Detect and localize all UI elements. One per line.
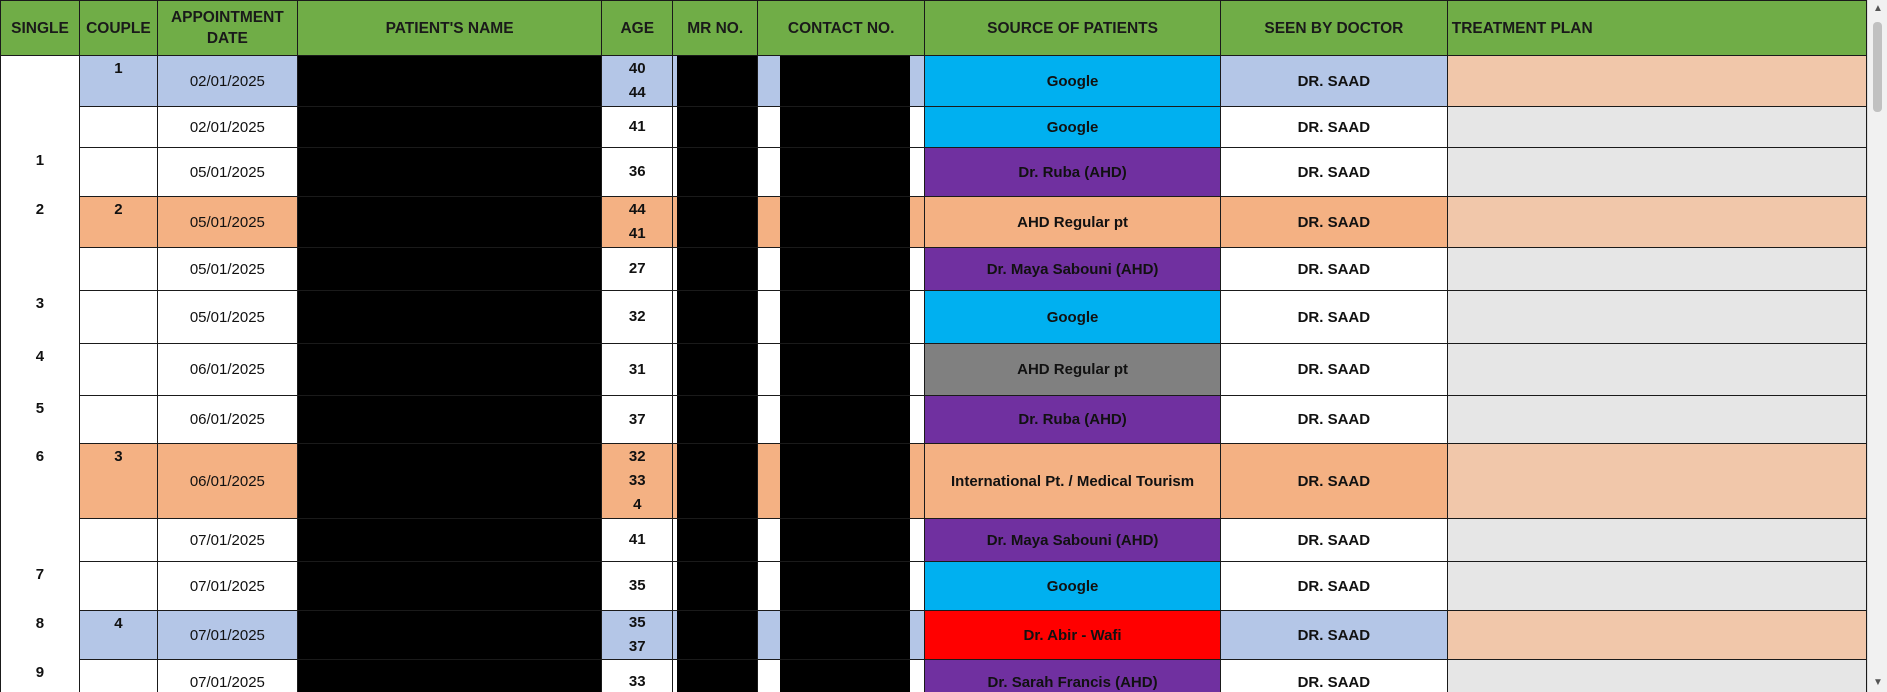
redaction-block [677, 611, 757, 659]
cell-single[interactable] [1, 56, 80, 107]
cell-source[interactable]: International Pt. / Medical Tourism [925, 444, 1221, 519]
cell-treatment-plan-blurred[interactable] [1447, 444, 1866, 519]
redaction-block [780, 148, 910, 196]
cell-patient-name-redacted[interactable] [297, 197, 601, 248]
redaction-block [677, 660, 757, 692]
redaction-block [677, 396, 757, 443]
cell-appointment-date[interactable]: 07/01/2025 [157, 611, 297, 660]
cell-seen-by-doctor[interactable]: DR. SAAD [1220, 148, 1447, 197]
age-value: 41 [628, 531, 646, 548]
header-age[interactable]: AGE [602, 1, 673, 56]
cell-patient-name-redacted[interactable] [297, 611, 601, 660]
cell-patient-name-redacted[interactable] [297, 56, 601, 107]
redaction-block [780, 562, 910, 610]
redaction-block [780, 56, 910, 106]
cell-appointment-date[interactable]: 02/01/2025 [157, 56, 297, 107]
cell-single[interactable]: 5 [1, 396, 80, 444]
scroll-up-icon[interactable]: ▲ [1873, 3, 1883, 14]
table-row [1, 291, 1867, 344]
redaction-block [677, 291, 757, 343]
cell-appointment-date[interactable]: 06/01/2025 [157, 396, 297, 444]
cell-mr-no-redacted[interactable] [673, 611, 758, 660]
cell-single[interactable] [1, 107, 80, 148]
cell-mr-no-redacted[interactable] [673, 291, 758, 344]
cell-mr-no-redacted[interactable] [673, 248, 758, 291]
cell-treatment-plan-blurred[interactable] [1447, 148, 1866, 197]
cell-mr-no-redacted[interactable] [673, 444, 758, 519]
cell-source[interactable]: Dr. Maya Sabouni (AHD) [925, 519, 1221, 562]
cell-age[interactable] [602, 519, 673, 562]
age-value: 37 [628, 638, 646, 655]
cell-couple[interactable] [79, 562, 157, 611]
redaction-block [780, 396, 910, 443]
cell-treatment-plan-blurred[interactable] [1447, 519, 1866, 562]
cell-single[interactable] [1, 519, 80, 562]
cell-appointment-date[interactable]: 05/01/2025 [157, 291, 297, 344]
cell-patient-name-redacted[interactable] [297, 148, 601, 197]
cell-mr-no-redacted[interactable] [673, 344, 758, 396]
cell-seen-by-doctor[interactable]: DR. SAAD [1220, 291, 1447, 344]
cell-contact-no-redacted[interactable] [758, 344, 925, 396]
redaction-block [780, 444, 910, 518]
redaction-block [677, 107, 757, 147]
cell-age[interactable] [602, 444, 673, 519]
cell-age[interactable] [602, 611, 673, 660]
cell-couple[interactable] [79, 248, 157, 291]
cell-age[interactable] [602, 396, 673, 444]
redaction-block [780, 248, 910, 290]
cell-seen-by-doctor[interactable]: DR. SAAD [1220, 344, 1447, 396]
cell-age[interactable] [602, 197, 673, 248]
cell-appointment-date[interactable]: 05/01/2025 [157, 148, 297, 197]
table-row [1, 344, 1867, 396]
age-value: 33 [628, 472, 646, 489]
cell-age[interactable] [602, 248, 673, 291]
cell-contact-no-redacted[interactable] [758, 56, 925, 107]
cell-age[interactable] [602, 562, 673, 611]
cell-seen-by-doctor[interactable]: DR. SAAD [1220, 197, 1447, 248]
cell-single[interactable]: 7 [1, 562, 80, 611]
cell-source[interactable]: Dr. Maya Sabouni (AHD) [925, 248, 1221, 291]
cell-appointment-date[interactable]: 05/01/2025 [157, 248, 297, 291]
age-value: 35 [628, 577, 646, 594]
scroll-down-icon[interactable]: ▼ [1873, 677, 1883, 688]
cell-couple[interactable]: 2 [79, 197, 157, 248]
redaction-block [677, 562, 757, 610]
cell-mr-no-redacted[interactable] [673, 148, 758, 197]
table-row [1, 396, 1867, 444]
header-row [1, 1, 1867, 56]
cell-treatment-plan-blurred[interactable] [1447, 344, 1866, 396]
cell-age[interactable] [602, 56, 673, 107]
redaction-block [780, 611, 910, 659]
cell-source[interactable]: Google [925, 56, 1221, 107]
age-value: 32 [628, 308, 646, 325]
redaction-block [780, 344, 910, 395]
cell-seen-by-doctor[interactable]: DR. SAAD [1220, 562, 1447, 611]
cell-single[interactable]: 4 [1, 344, 80, 396]
cell-appointment-date[interactable]: 07/01/2025 [157, 519, 297, 562]
redaction-block [677, 148, 757, 196]
header-treatment-plan[interactable]: TREATMENT PLAN [1447, 1, 1866, 56]
cell-mr-no-redacted[interactable] [673, 660, 758, 692]
cell-age[interactable] [602, 107, 673, 148]
cell-couple[interactable] [79, 660, 157, 692]
redaction-block [677, 197, 757, 247]
age-value: 32 [628, 448, 646, 465]
cell-contact-no-redacted[interactable] [758, 611, 925, 660]
header-single[interactable]: SINGLE [1, 1, 80, 56]
age-value: 36 [628, 163, 646, 180]
cell-patient-name-redacted[interactable] [297, 344, 601, 396]
cell-seen-by-doctor[interactable]: DR. SAAD [1220, 248, 1447, 291]
age-value: 31 [628, 360, 646, 378]
redaction-block [780, 291, 910, 343]
age-value: 41 [628, 118, 646, 135]
cell-treatment-plan-blurred[interactable] [1447, 611, 1866, 660]
scrollbar-thumb[interactable] [1873, 22, 1882, 112]
cell-couple[interactable] [79, 396, 157, 444]
cell-treatment-plan-blurred[interactable] [1447, 660, 1866, 692]
vertical-scrollbar[interactable] [1867, 0, 1887, 692]
cell-seen-by-doctor[interactable]: DR. SAAD [1220, 519, 1447, 562]
age-value: 33 [628, 673, 646, 690]
cell-seen-by-doctor[interactable]: DR. SAAD [1220, 107, 1447, 148]
cell-contact-no-redacted[interactable] [758, 562, 925, 611]
cell-source[interactable]: Dr. Ruba (AHD) [925, 396, 1221, 444]
cell-single[interactable]: 1 [1, 148, 80, 197]
cell-source[interactable]: Google [925, 562, 1221, 611]
header-seen-by[interactable]: SEEN BY DOCTOR [1220, 1, 1447, 56]
cell-couple[interactable] [79, 148, 157, 197]
cell-source[interactable]: AHD Regular pt [925, 344, 1221, 396]
age-value: 44 [628, 201, 646, 218]
cell-mr-no-redacted[interactable] [673, 107, 758, 148]
cell-appointment-date[interactable]: 07/01/2025 [157, 562, 297, 611]
cell-single[interactable]: 6 [1, 444, 80, 519]
cell-patient-name-redacted[interactable] [297, 660, 601, 692]
cell-seen-by-doctor[interactable]: DR. SAAD [1220, 611, 1447, 660]
cell-couple[interactable] [79, 344, 157, 396]
cell-age[interactable] [602, 660, 673, 692]
cell-contact-no-redacted[interactable] [758, 107, 925, 148]
cell-contact-no-redacted[interactable] [758, 444, 925, 519]
redaction-block [677, 344, 757, 395]
header-couple[interactable]: COUPLE [79, 1, 157, 56]
cell-mr-no-redacted[interactable] [673, 56, 758, 107]
cell-appointment-date[interactable]: 06/01/2025 [157, 344, 297, 396]
table-row [1, 56, 1867, 107]
cell-patient-name-redacted[interactable] [297, 107, 601, 148]
cell-source[interactable]: Dr. Abir - Wafi [925, 611, 1221, 660]
cell-patient-name-redacted[interactable] [297, 291, 601, 344]
age-value: 35 [628, 614, 646, 631]
cell-treatment-plan-blurred[interactable] [1447, 396, 1866, 444]
cell-couple[interactable]: 1 [79, 56, 157, 107]
cell-appointment-date[interactable]: 05/01/2025 [157, 197, 297, 248]
cell-single[interactable]: 3 [1, 291, 80, 344]
header-appointment-date[interactable]: APPOINTMENT DATE [157, 1, 297, 56]
cell-treatment-plan-blurred[interactable] [1447, 248, 1866, 291]
cell-treatment-plan-blurred[interactable] [1447, 197, 1866, 248]
cell-single[interactable]: 8 [1, 611, 80, 660]
cell-couple[interactable] [79, 291, 157, 344]
redaction-block [677, 248, 757, 290]
table-row [1, 562, 1867, 611]
cell-couple[interactable] [79, 107, 157, 148]
redaction-block [677, 56, 757, 106]
cell-source[interactable]: Google [925, 291, 1221, 344]
header-source[interactable]: SOURCE OF PATIENTS [925, 1, 1221, 56]
table-row [1, 660, 1867, 692]
cell-couple[interactable]: 3 [79, 444, 157, 519]
cell-appointment-date[interactable]: 07/01/2025 [157, 660, 297, 692]
cell-age[interactable] [602, 148, 673, 197]
table-row [1, 248, 1867, 291]
cell-seen-by-doctor[interactable]: DR. SAAD [1220, 444, 1447, 519]
cell-contact-no-redacted[interactable] [758, 248, 925, 291]
header-contact-no[interactable]: CONTACT NO. [758, 1, 925, 56]
cell-contact-no-redacted[interactable] [758, 660, 925, 692]
redaction-block [780, 107, 910, 147]
redaction-block [780, 197, 910, 247]
cell-treatment-plan-blurred[interactable] [1447, 562, 1866, 611]
cell-couple[interactable] [79, 519, 157, 562]
cell-mr-no-redacted[interactable] [673, 519, 758, 562]
cell-seen-by-doctor[interactable]: DR. SAAD [1220, 396, 1447, 444]
table-row [1, 197, 1867, 248]
cell-single[interactable]: 2 [1, 197, 80, 248]
cell-source[interactable]: AHD Regular pt [925, 197, 1221, 248]
cell-treatment-plan-blurred[interactable] [1447, 56, 1866, 107]
cell-seen-by-doctor[interactable]: DR. SAAD [1220, 660, 1447, 692]
table-row [1, 107, 1867, 148]
cell-treatment-plan-blurred[interactable] [1447, 107, 1866, 148]
table-row [1, 611, 1867, 660]
cell-contact-no-redacted[interactable] [758, 291, 925, 344]
redaction-block [780, 519, 910, 561]
redaction-block [677, 444, 757, 518]
cell-source[interactable]: Dr. Sarah Francis (AHD) [925, 660, 1221, 692]
cell-treatment-plan-blurred[interactable] [1447, 291, 1866, 344]
redaction-block [780, 660, 910, 692]
header-patient-name[interactable]: PATIENT'S NAME [297, 1, 601, 56]
cell-contact-no-redacted[interactable] [758, 519, 925, 562]
cell-patient-name-redacted[interactable] [297, 519, 601, 562]
cell-source[interactable]: Google [925, 107, 1221, 148]
redaction-block [677, 519, 757, 561]
table-row [1, 444, 1867, 519]
cell-age[interactable] [602, 291, 673, 344]
age-value: 37 [628, 410, 646, 428]
cell-mr-no-redacted[interactable] [673, 562, 758, 611]
cell-contact-no-redacted[interactable] [758, 148, 925, 197]
age-value: 41 [628, 225, 646, 242]
age-value: 40 [628, 60, 646, 77]
cell-source[interactable]: Dr. Ruba (AHD) [925, 148, 1221, 197]
cell-seen-by-doctor[interactable]: DR. SAAD [1220, 56, 1447, 107]
cell-contact-no-redacted[interactable] [758, 197, 925, 248]
age-value: 4 [633, 496, 642, 513]
cell-age[interactable] [602, 344, 673, 396]
age-value: 44 [628, 84, 646, 101]
cell-appointment-date[interactable]: 02/01/2025 [157, 107, 297, 148]
cell-patient-name-redacted[interactable] [297, 444, 601, 519]
cell-patient-name-redacted[interactable] [297, 562, 601, 611]
cell-mr-no-redacted[interactable] [673, 197, 758, 248]
cell-appointment-date[interactable]: 06/01/2025 [157, 444, 297, 519]
table-row [1, 148, 1867, 197]
table-row [1, 519, 1867, 562]
cell-single[interactable] [1, 248, 80, 291]
age-value: 27 [628, 260, 646, 277]
cell-contact-no-redacted[interactable] [758, 396, 925, 444]
header-mr-no[interactable]: MR NO. [673, 1, 758, 56]
cell-patient-name-redacted[interactable] [297, 396, 601, 444]
cell-single[interactable]: 9 [1, 660, 80, 692]
cell-mr-no-redacted[interactable] [673, 396, 758, 444]
cell-patient-name-redacted[interactable] [297, 248, 601, 291]
cell-couple[interactable]: 4 [79, 611, 157, 660]
